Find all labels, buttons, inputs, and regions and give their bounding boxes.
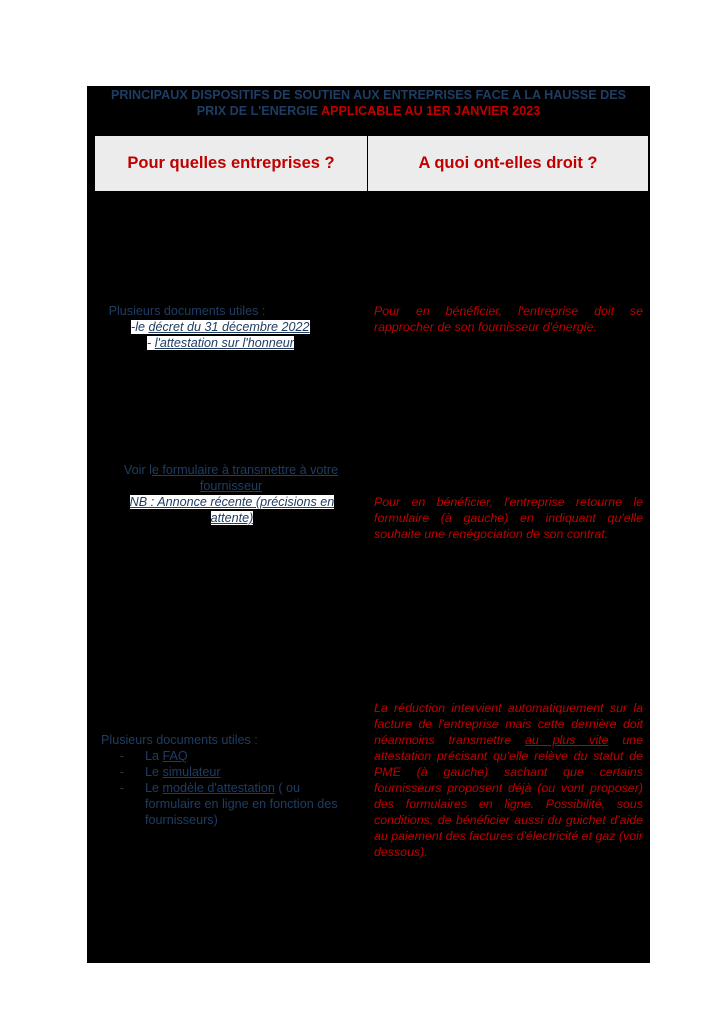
list-item-faq: [101, 748, 341, 764]
section3-list: [101, 748, 341, 828]
section1-link1-prefix: -le: [131, 320, 149, 334]
section1-link2-line: [131, 335, 351, 351]
title-line-2-blue: PRIX DE L'ENERGIE: [196, 104, 321, 118]
section2-nb: [116, 494, 348, 526]
section3-intro: Plusieurs documents utiles :: [101, 733, 258, 747]
simulateur-link[interactable]: simulateur: [162, 765, 221, 779]
annonce-link[interactable]: NB : Annonce récente (précisions en attente): [129, 495, 335, 525]
modele-suffix: ( ou formulaire en ligne en fonction des fournisseurs): [145, 781, 338, 827]
section1-link2-prefix: -: [147, 336, 155, 350]
title-line-1: PRINCIPAUX DISPOSITIFS DE SOUTIEN AUX ENTREPRISES FACE A LA HAUSSE DES: [110, 88, 626, 102]
column-header-left: Pour quelles entreprises ?: [95, 136, 367, 191]
formulaire-link[interactable]: e formulaire à transmettre à votre fournisseur: [151, 463, 339, 493]
section1-links: [131, 319, 351, 351]
section3-right-part2: une attestation précisant qu'elle relève du statut de PME (à gauche) sachant que certains fournisseurs proposent déjà (ou vont proposer) des formulaires en ligne. Possibilité, sous conditions, de bénéficier aussi du guichet d'aide au paiement des factures d'électricité et gaz (voir dessous).: [374, 733, 643, 859]
column-header-right: A quoi ont-elles droit ?: [368, 136, 648, 191]
section1-right-text: Pour en bénéficier, l'entreprise doit se rapprocher de son fournisseur d'énergie.: [374, 304, 643, 334]
simulateur-prefix: Le: [145, 765, 163, 779]
list-item-simulateur: [101, 764, 341, 780]
faq-link[interactable]: FAQ: [162, 749, 188, 763]
section1-link1-line: [131, 319, 351, 335]
section3-list-wrap: [101, 748, 341, 828]
attestation-link[interactable]: l'attestation sur l'honneur: [154, 336, 294, 350]
section3-right-part1: La réduction intervient automatiquement sur la facture de l'entreprise mais cette dernière doit néanmoins transmettre: [374, 701, 643, 747]
section3-right-text: [374, 700, 643, 860]
faq-prefix: La: [145, 749, 163, 763]
section3-right-underlined: au plus vite: [524, 733, 609, 747]
section2-form-text: [109, 462, 353, 494]
title-line-2: [87, 103, 650, 119]
title-line-2-red: APPLICABLE AU 1ER JANVIER 2023: [321, 104, 541, 118]
section2-prefix: Voir l: [123, 463, 152, 477]
section1-intro: Plusieurs documents utiles :: [108, 304, 266, 318]
decret-link[interactable]: décret du 31 décembre 2022: [148, 320, 310, 334]
modele-prefix: Le: [145, 781, 163, 795]
document-page: [87, 86, 650, 963]
modele-attestation-link[interactable]: modèle d'attestation: [162, 781, 275, 795]
section2-right-text: Pour en bénéficier, l'entreprise retourne le formulaire (à gauche) en indiquant qu'elle souhaite une renégociation de son contrat.: [374, 495, 643, 541]
page-title: [87, 87, 650, 119]
list-item-attestation: [101, 780, 341, 828]
